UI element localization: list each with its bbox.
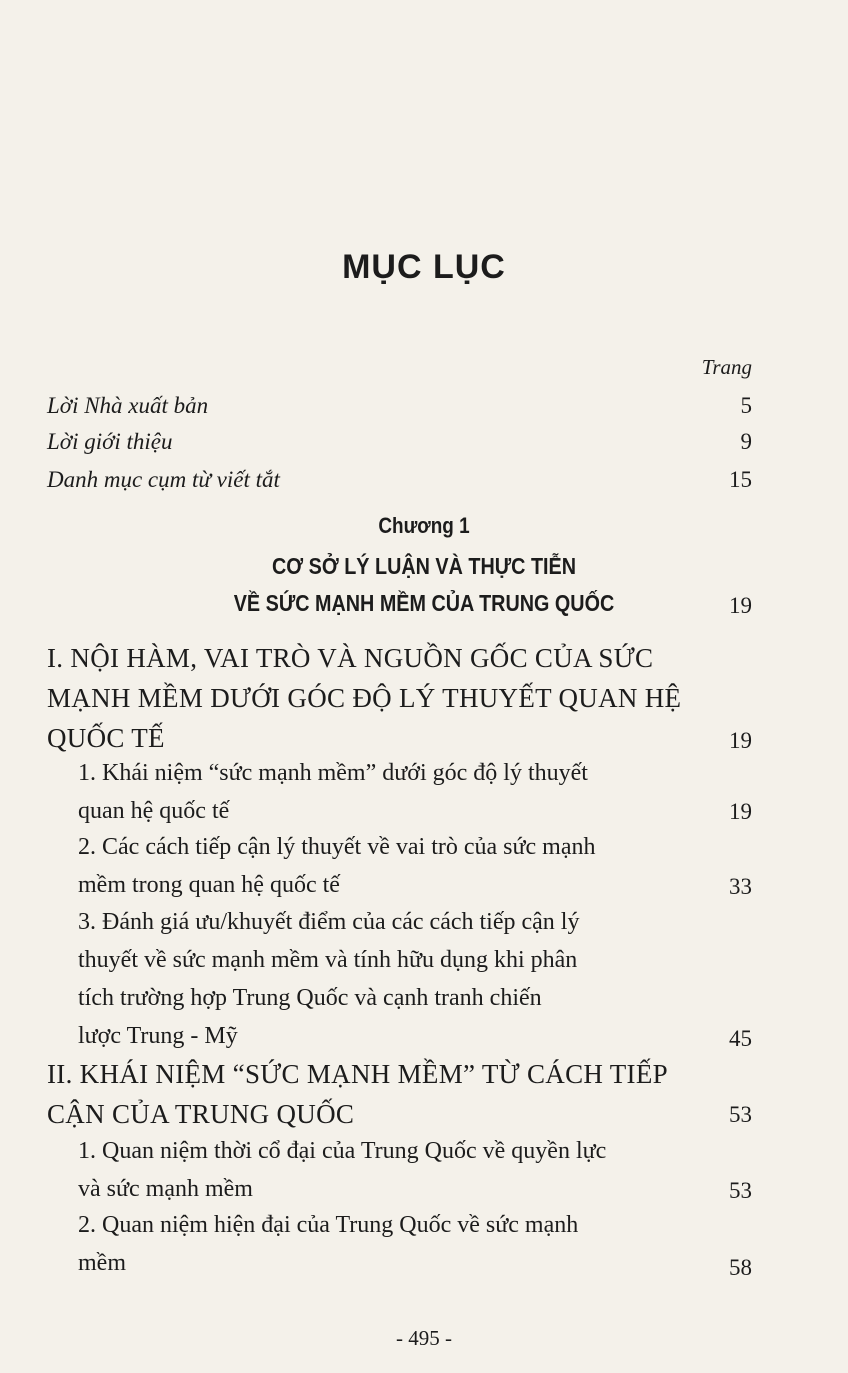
item-title-line: quan hệ quốc tế (78, 798, 230, 824)
item-title-line: lược Trung - Mỹ (78, 1023, 238, 1049)
toc-entry-label: Danh mục cụm từ viết tắt (47, 467, 280, 492)
item-title-line: 1. Khái niệm “sức mạnh mềm” dưới góc độ lý thuyết (78, 760, 588, 786)
page-title: MỤC LỤC (342, 248, 506, 286)
section-title-line: QUỐC TẾ (47, 723, 165, 753)
item-page: 58 (729, 1255, 752, 1280)
chapter-page: 19 (729, 593, 752, 618)
item-title-line: 2. Quan niệm hiện đại của Trung Quốc về sức mạnh (78, 1212, 579, 1238)
item-title-line: tích trường hợp Trung Quốc và cạnh tranh chiến (78, 985, 542, 1011)
toc-entry-page: 15 (729, 467, 752, 492)
section-title-line: I. NỘI HÀM, VAI TRÒ VÀ NGUỒN GỐC CỦA SỨC (47, 643, 654, 673)
chapter-title-line: CƠ SỞ LÝ LUẬN VÀ THỰC TIỄN (271, 553, 577, 579)
item-title-line: mềm (78, 1250, 126, 1276)
toc-entry-page: 9 (740, 429, 752, 454)
toc-entry-page: 5 (740, 393, 752, 418)
item-title-line: thuyết về sức mạnh mềm và tính hữu dụng khi phân (78, 947, 578, 973)
section-title-line: MẠNH MỀM DƯỚI GÓC ĐỘ LÝ THUYẾT QUAN HỆ (47, 683, 682, 713)
chapter-number: Chương 1 (378, 513, 470, 538)
item-title-line: và sức mạnh mềm (78, 1176, 253, 1202)
item-title-line: mềm trong quan hệ quốc tế (78, 872, 340, 898)
toc-entry-label: Lời giới thiệu (47, 429, 173, 454)
item-title-line: 3. Đánh giá ưu/khuyết điểm của các cách tiếp cận lý (78, 909, 580, 935)
item-page: 19 (729, 799, 752, 824)
page-column-header: Trang (701, 355, 752, 379)
toc-entry-label: Lời Nhà xuất bản (47, 393, 209, 418)
item-title-line: 2. Các cách tiếp cận lý thuyết về vai trò của sức mạnh (78, 834, 596, 860)
section-title-line: II. KHÁI NIỆM “SỨC MẠNH MỀM” TỪ CÁCH TIẾP (47, 1059, 668, 1089)
section-page: 19 (729, 728, 752, 753)
chapter-title-line: VỀ SỨC MẠNH MỀM CỦA TRUNG QUỐC (233, 590, 615, 616)
section-page: 53 (729, 1102, 752, 1127)
item-page: 33 (729, 874, 752, 899)
item-page: 53 (729, 1178, 752, 1203)
item-page: 45 (729, 1026, 752, 1051)
section-title-line: CẬN CỦA TRUNG QUỐC (47, 1099, 355, 1129)
page-number: - 495 - (396, 1326, 452, 1350)
item-title-line: 1. Quan niệm thời cổ đại của Trung Quốc về quyền lực (78, 1138, 607, 1164)
